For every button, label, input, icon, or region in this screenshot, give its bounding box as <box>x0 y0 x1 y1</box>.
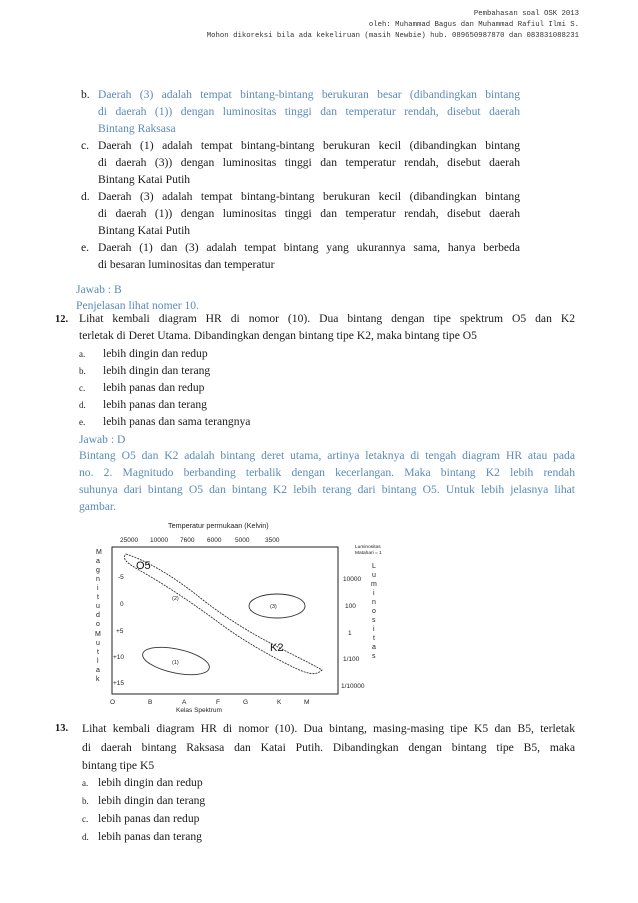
question-text: bintang tipe K5 <box>82 759 155 772</box>
svg-text:t: t <box>373 635 375 642</box>
svg-text:u: u <box>96 603 100 610</box>
main-sequence-band <box>124 554 322 674</box>
question-text: Lihat kembali diagram HR di nomor (10). Dua bintang, masing-masing tipe K5 dan B5, terletak <box>82 722 575 735</box>
right-axis-label <box>371 563 377 660</box>
giant-region <box>249 594 305 618</box>
option-label: b. <box>81 88 90 101</box>
option-text: di daerah (3)) dengan luminositas tinggi dan temperatur rendah, disebut daerah <box>98 156 520 169</box>
option-label: e. <box>81 241 90 254</box>
class-tick: M <box>304 699 310 706</box>
explanation-12: Bintang O5 dan K2 adalah bintang deret utama, artinya letaknya di tengah diagram HR atau pada <box>79 449 575 462</box>
explanation-12: gambar. <box>79 500 117 513</box>
option-text: lebih dingin dan redup <box>103 347 208 360</box>
answer-11: Jawab : B <box>76 283 122 296</box>
svg-text:L: L <box>372 563 376 570</box>
question-number: 12. <box>55 314 69 325</box>
lum-tick: 1 <box>348 630 352 637</box>
svg-text:i: i <box>97 585 99 592</box>
svg-text:i: i <box>373 626 375 633</box>
svg-text:o: o <box>96 621 100 628</box>
marker-k2: K2 <box>270 642 284 654</box>
option-label: b. <box>79 366 86 376</box>
lum-title: Luminositas <box>355 545 381 550</box>
region-label: (1) <box>172 660 179 666</box>
explanation-11: Penjelasan lihat nomer 10. <box>76 299 199 312</box>
option-label: b. <box>82 796 89 806</box>
class-tick: A <box>182 699 187 706</box>
option-text: lebih panas dan redup <box>103 381 205 394</box>
lum-tick: 1/10000 <box>341 683 365 690</box>
option-text: lebih panas dan sama terangnya <box>103 415 251 428</box>
mag-tick: -5 <box>118 574 124 581</box>
svg-text:M: M <box>96 549 102 556</box>
header-note: Mohon dikoreksi bila ada kekeliruan (masih Newbie) hub. 089650987870 dan 083831088231 <box>206 32 579 40</box>
option-text: di daerah (1)) dengan luminositas tinggi dan temperatur rendah, disebut daerah <box>98 207 520 220</box>
answer-12: Jawab : D <box>79 433 126 446</box>
mag-tick: 0 <box>120 601 124 608</box>
lum-title: Matahari = 1 <box>355 551 382 556</box>
explanation-12: no. 2. Magnitudo berbanding terbalik dengan kecerlangan. Maka bintang K2 lebih rendah <box>79 466 575 479</box>
class-tick: G <box>243 699 249 706</box>
mag-tick: +5 <box>116 628 124 635</box>
header-authors: oleh: Muhammad Bagus dan Muhammad Rafiul Ilmi S. <box>368 21 579 29</box>
marker-o5: O5 <box>136 560 151 572</box>
temp-tick: 3500 <box>265 537 280 544</box>
svg-text:t: t <box>97 649 99 656</box>
svg-text:k: k <box>96 676 100 683</box>
option-text: Daerah (3) adalah tempat bintang-bintang berukuran besar (dibandingkan bintang <box>98 88 520 101</box>
option-label: d. <box>81 190 90 203</box>
option-text: lebih panas dan terang <box>103 398 207 411</box>
question-number: 13. <box>55 723 69 734</box>
page-header <box>207 9 579 42</box>
svg-text:s: s <box>372 653 376 660</box>
svg-text:M: M <box>95 631 101 638</box>
left-axis-label <box>95 549 102 683</box>
lum-tick: 100 <box>345 603 356 610</box>
svg-text:l: l <box>97 658 99 665</box>
option-text: Bintang Katai Putih <box>98 224 191 237</box>
option-text: lebih dingin dan terang <box>98 794 206 807</box>
option-text: Daerah (1) adalah tempat bintang-bintang berukuran kecil (dibandingkan bintang <box>98 139 520 152</box>
svg-text:n: n <box>96 576 100 583</box>
option-text: lebih dingin dan redup <box>98 776 203 789</box>
class-tick: B <box>148 699 153 706</box>
class-tick: K <box>277 699 282 706</box>
svg-text:g: g <box>96 567 100 574</box>
temp-tick: 5000 <box>235 537 250 544</box>
option-label: e. <box>79 417 86 427</box>
temp-tick: 7600 <box>180 537 195 544</box>
svg-text:a: a <box>372 644 376 651</box>
svg-text:s: s <box>372 617 376 624</box>
svg-text:a: a <box>96 558 100 565</box>
svg-text:o: o <box>372 608 376 615</box>
svg-text:i: i <box>373 590 375 597</box>
class-tick: O <box>110 699 116 706</box>
temp-tick: 6000 <box>207 537 222 544</box>
lum-tick: 1/100 <box>343 656 360 663</box>
svg-text:a: a <box>96 667 100 674</box>
svg-text:u: u <box>372 572 376 579</box>
region-label: (2) <box>172 596 179 602</box>
svg-text:m: m <box>371 581 377 588</box>
option-label: c. <box>81 139 90 152</box>
option-text: Daerah (3) adalah tempat bintang-bintang berukuran kecil (dibandingkan bintang <box>98 190 520 203</box>
lum-tick: 10000 <box>343 576 362 583</box>
region-label: (3) <box>270 604 277 610</box>
option-text: lebih panas dan redup <box>98 812 200 825</box>
option-text: Bintang Katai Putih <box>98 173 191 186</box>
hr-diagram <box>80 518 382 714</box>
option-text: di daerah (1)) dengan luminositas tinggi dan temperatur rendah, disebut daerah <box>98 105 520 118</box>
option-label: c. <box>79 383 86 393</box>
mag-tick: +15 <box>113 680 125 687</box>
svg-text:d: d <box>96 612 100 619</box>
mag-tick: +10 <box>113 654 125 661</box>
option-label: a. <box>82 778 89 788</box>
class-tick: F <box>216 699 220 706</box>
question-text: terletak di Deret Utama. Dibandingkan dengan bintang tipe K2, maka bintang tipe O5 <box>79 329 477 342</box>
svg-text:u: u <box>96 640 100 647</box>
option-label: d. <box>82 832 89 842</box>
option-text: lebih panas dan terang <box>98 830 202 843</box>
question-text: di daerah bintang Raksasa dan Katai Putih. Dibandingkan dengan bintang tipe B5, maka <box>82 741 575 754</box>
svg-text:t: t <box>97 594 99 601</box>
explanation-12: suhunya dari bintang O5 dan bintang K2 lebih terang dari bintang O5. Untuk lebih jelasnya lihat <box>79 483 575 496</box>
option-text: Daerah (1) dan (3) adalah tempat bintang yang ukurannya sama, hanya berbeda <box>98 241 520 254</box>
option-text: lebih dingin dan terang <box>103 364 211 377</box>
temp-tick: 25000 <box>120 537 139 544</box>
header-title: Pembahasan soal OSK 2013 <box>473 10 579 18</box>
option-label: c. <box>82 814 89 824</box>
diagram-title: Temperatur permukaan (Kelvin) <box>168 521 269 530</box>
svg-text:n: n <box>372 599 376 606</box>
x-axis-label: Kelas Spektrum <box>176 707 222 714</box>
option-label: a. <box>79 349 86 359</box>
option-label: d. <box>79 400 86 410</box>
question-text: Lihat kembali diagram HR di nomor (10). Dua bintang dengan tipe spektrum O5 dan K2 <box>79 312 575 325</box>
temp-tick: 10000 <box>150 537 169 544</box>
option-text: di besaran luminositas dan temperatur <box>98 258 275 271</box>
option-text: Bintang Raksasa <box>98 122 176 135</box>
